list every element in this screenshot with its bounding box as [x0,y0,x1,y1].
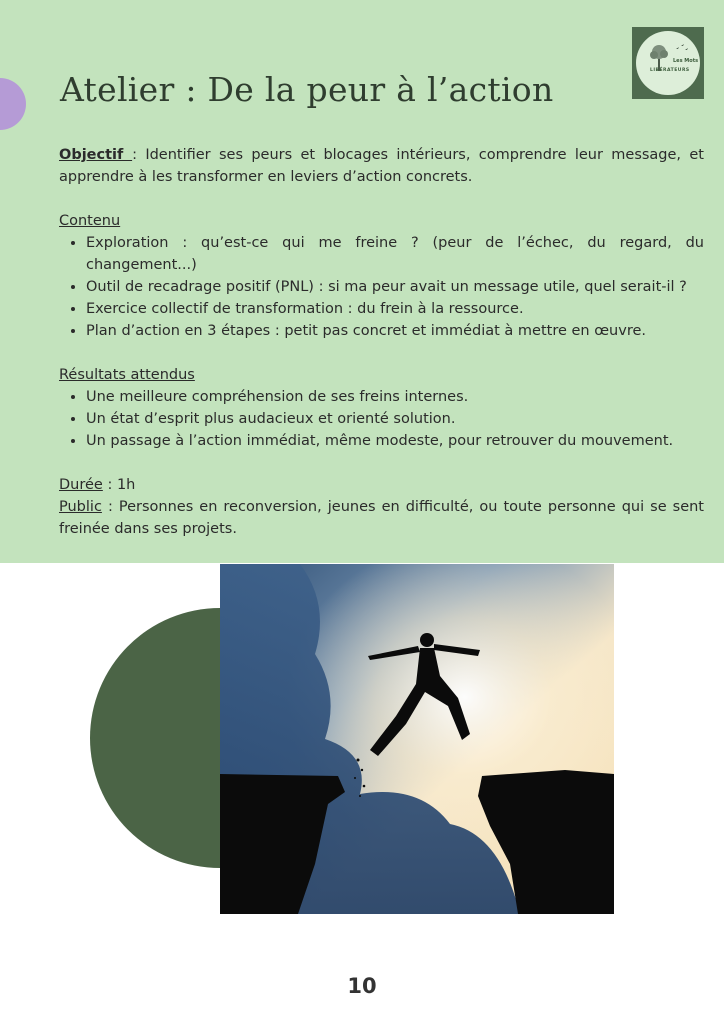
resultats-list [59,386,704,452]
objectif-text: : Identifier ses peurs et blocages intérieurs, comprendre leur message, et apprendre à les transformer en leviers d’action concrets. [59,147,704,185]
spacer [59,188,704,210]
public-paragraph [59,496,704,540]
list-item: • Un état d’esprit plus audacieux et orienté solution. [86,408,704,430]
logo-circle [636,31,700,95]
logo [632,27,704,99]
list-item: • Plan d’action en 3 étapes : petit pas concret et immédiat à mettre en œuvre. [86,320,704,342]
objectif-paragraph [59,144,704,188]
duree-paragraph [59,474,704,496]
page-title: Atelier : De la peur à l’action [60,70,554,109]
content-block [59,144,704,540]
duree-text: : 1h [102,477,136,493]
contenu-list [59,232,704,342]
spacer [59,452,704,474]
list-item: • Outil de recadrage positif (PNL) : si ma peur avait un message utile, quel serait-il ? [86,276,704,298]
objectif-label: Objectif [59,147,133,163]
public-text: : Personnes en reconversion, jeunes en difficulté, ou toute personne qui se sent freinée dans ses projets. [59,499,704,537]
duree-label: Durée [59,477,103,493]
list-item: • Une meilleure compréhension de ses freins internes. [86,386,704,408]
resultats-heading: Résultats attendus [59,367,195,383]
list-item: • Exercice collectif de transformation : du frein à la ressource. [86,298,704,320]
page-number: 10 [347,974,377,998]
public-label: Public [59,499,102,515]
contenu-heading: Contenu [59,213,121,229]
list-item: • Un passage à l’action immédiat, même modeste, pour retrouver du mouvement. [86,430,704,452]
list-item: • Exploration : qu’est-ce qui me freine ? (peur de l’échec, du regard, du changement...) [86,232,704,276]
logo-text-line1: Les Mots [673,58,699,64]
logo-text-line2: LIBÉRATEURS [650,68,690,73]
cliff-jump-photo [220,564,614,914]
spacer [59,342,704,364]
